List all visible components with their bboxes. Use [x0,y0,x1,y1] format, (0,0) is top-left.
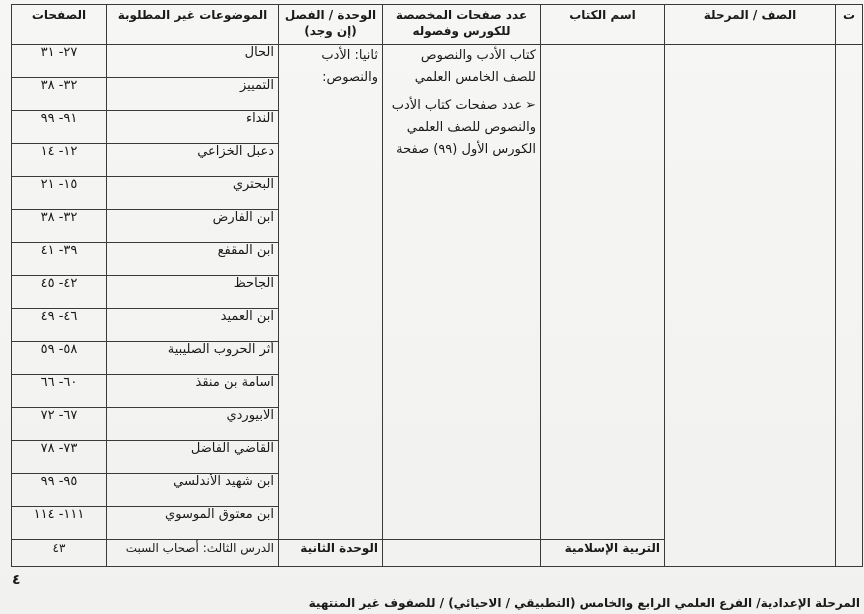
pages-cell: ١١١- ١١٤ [12,507,107,540]
pages-cell: ٢٧- ٣١ [12,45,107,78]
header-pages-count: عدد صفحات المخصصة للكورس وفصوله [383,5,541,45]
pages-cell: ٣٩- ٤١ [12,243,107,276]
unit-cell [279,45,383,540]
topic-cell: البحتري [107,177,279,210]
topic-cell: أثر الحروب الصليبية [107,342,279,375]
pages-cell: ٤٣ [12,540,107,567]
pages-cell: ٣٢- ٣٨ [12,78,107,111]
topic-cell: الجاحظ [107,276,279,309]
pages-cell: ٦٧- ٧٢ [12,408,107,441]
pages-count-cell [383,45,541,540]
book-cell-islamic: التربية الإسلامية [541,540,665,567]
num-cell [836,45,863,567]
pages-cell: ١٥- ٢١ [12,177,107,210]
unit-text: ثانيا: الأدب والنصوص: [321,48,378,85]
pages-cell: ٣٢- ٣٨ [12,210,107,243]
topic-cell: الدرس الثالث: أصحاب السبت [107,540,279,567]
page-footer: المرحلة الإعدادية/ الفرع العلمي الرابع والخامس (التطبيقي / الاحيائي) / للصفوف غير المنتهية [308,596,860,610]
topic-cell: ابن المقفع [107,243,279,276]
topic-cell: التمييز [107,78,279,111]
table-row [12,45,863,78]
pages-cell: ٧٣- ٧٨ [12,441,107,474]
header-num: ت [836,5,863,45]
topic-cell: النداء [107,111,279,144]
pages-cell: ١٢- ١٤ [12,144,107,177]
pages-count-cell [383,540,541,567]
topic-cell: ابن شهيد الأندلسي [107,474,279,507]
topic-cell: ابن الفارض [107,210,279,243]
header-pages: الصفحات [12,5,107,45]
topic-cell: ابن معتوق الموسوي [107,507,279,540]
pages-cell: ٦٠- ٦٦ [12,375,107,408]
pages-cell: ٩٥- ٩٩ [12,474,107,507]
arrow-bullet-icon: ➢ [525,98,536,113]
topic-cell: ابن العميد [107,309,279,342]
topic-cell: الابيوردي [107,408,279,441]
header-book: اسم الكتاب [541,5,665,45]
topic-cell: القاضي الفاضل [107,441,279,474]
page-number: ٤ [12,572,21,588]
topic-cell: الحال [107,45,279,78]
header-grade: الصف / المرحلة [665,5,836,45]
pages-cell: ٤٦- ٤٩ [12,309,107,342]
book-title-text: كتاب الأدب والنصوص للصف الخامس العلمي [414,48,536,85]
pages-cell: ٥٨- ٥٩ [12,342,107,375]
pages-cell: ٩١- ٩٩ [12,111,107,144]
pages-count-text: عدد صفحات كتاب الأدب والنصوص للصف العلمي الكورس الأول (٩٩) صفحة [391,98,536,157]
unit-cell: الوحدة الثانية [279,540,383,567]
pages-count-note [387,95,536,161]
book-cell [541,45,665,540]
grade-cell [665,45,836,567]
header-topics: الموضوعات غير المطلوبة [107,5,279,45]
topic-cell: اسامة بن منقذ [107,375,279,408]
curriculum-table [11,4,863,567]
header-row [12,5,863,45]
topic-cell: دعبل الخزاعي [107,144,279,177]
pages-cell: ٤٢- ٤٥ [12,276,107,309]
header-unit: الوحدة / الفصل (إن وجد) [279,5,383,45]
